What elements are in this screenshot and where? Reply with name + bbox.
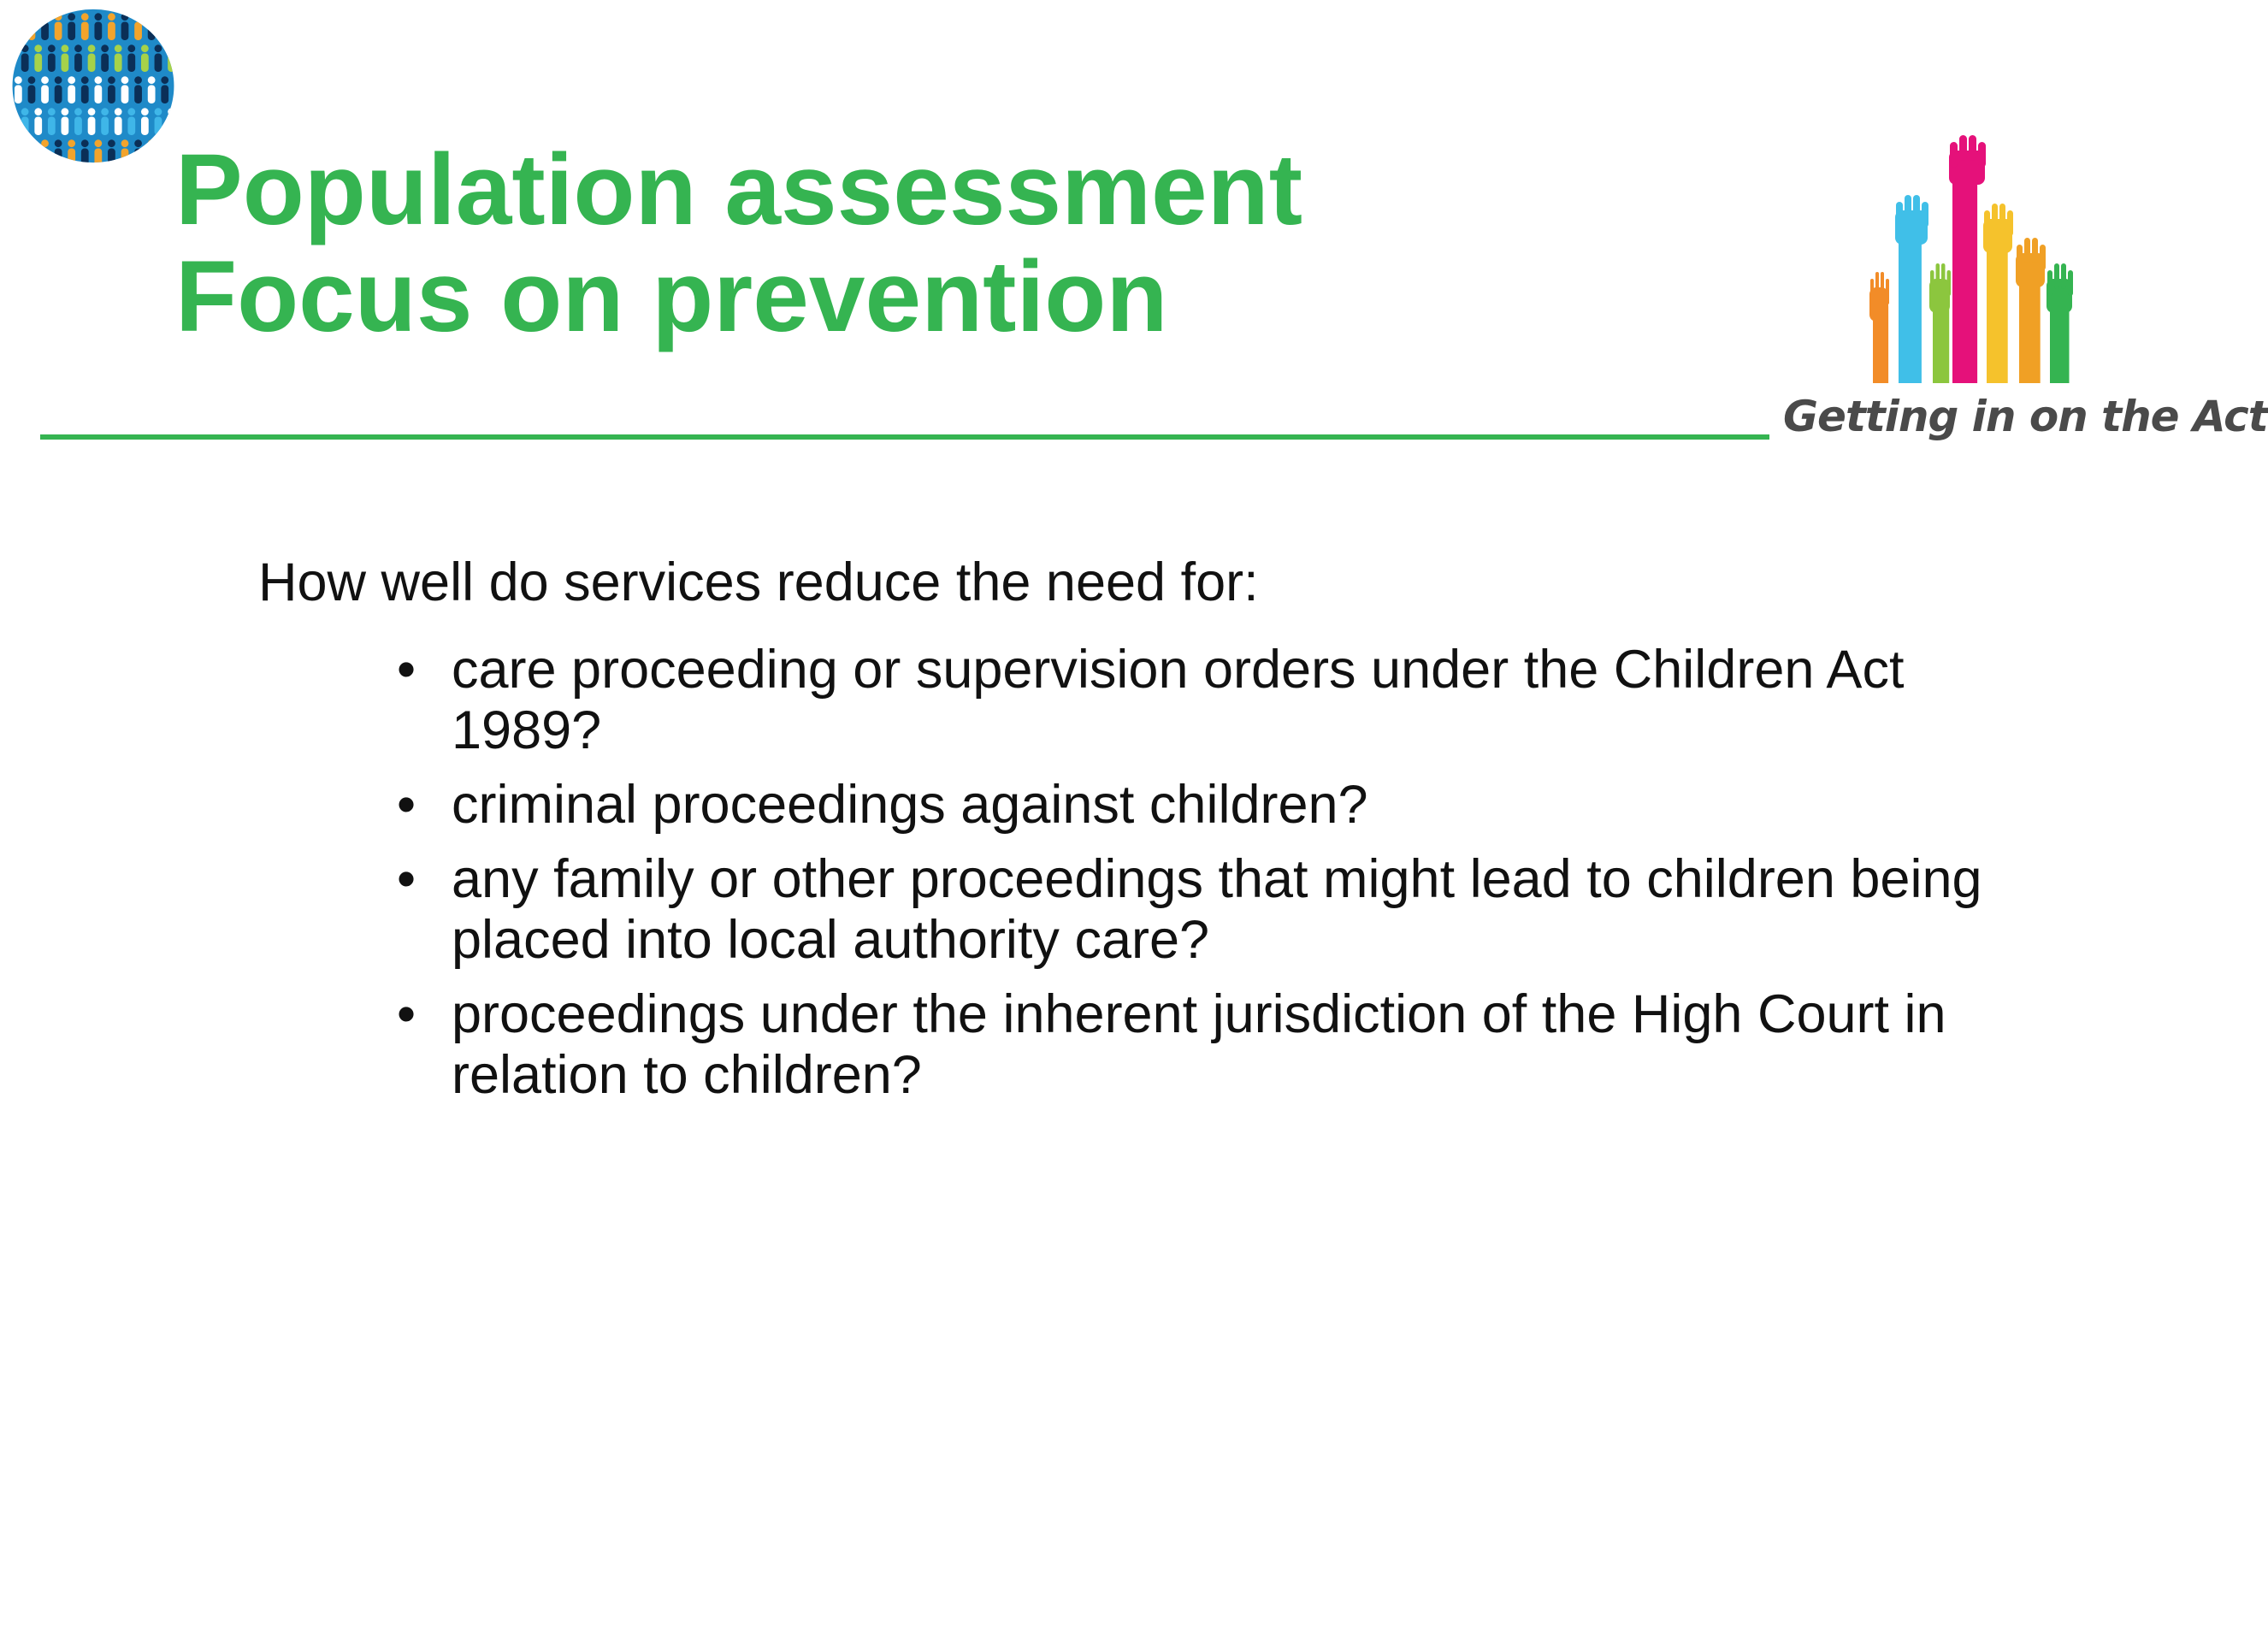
bullet-text: care proceeding or supervision orders under the Children Act 1989? (452, 640, 1905, 760)
person-figure (94, 76, 102, 103)
hand-shape (2016, 238, 2046, 383)
person-figure (127, 108, 135, 135)
person-figure (15, 139, 22, 167)
person-figure (115, 108, 122, 135)
person-figure (161, 13, 168, 40)
person-figure (94, 13, 102, 40)
person-figure (141, 108, 149, 135)
person-figure (55, 76, 62, 103)
bullet-text: proceedings under the inherent jurisdiction of the High Court in relation to children? (452, 984, 1946, 1105)
person-figure (15, 13, 22, 40)
person-figure (41, 13, 49, 40)
bullet-text: criminal proceedings against children? (452, 775, 1368, 835)
intro-text: How well do services reduce the need for: (258, 552, 1259, 612)
bullet-item (395, 640, 2054, 761)
person-figure (74, 108, 82, 135)
person-figure (62, 44, 69, 72)
bullet-text: any family or other proceedings that might lead to children being placed into local authority care? (452, 849, 1982, 970)
hand-shape (1929, 263, 1951, 383)
person-figure (155, 108, 162, 135)
hand-shape (1895, 195, 1928, 383)
person-figure (48, 108, 56, 135)
person-figure (74, 44, 82, 72)
person-figure (28, 13, 36, 40)
person-figure (15, 76, 22, 103)
bullet-item (395, 775, 2054, 836)
person-figure (141, 44, 149, 72)
bullet-list (395, 640, 2054, 1119)
person-figure (34, 44, 42, 72)
title-divider (40, 434, 1769, 440)
bullet-item (395, 984, 2054, 1106)
slide-title (175, 133, 1303, 353)
person-figure (55, 13, 62, 40)
person-figure (94, 139, 102, 167)
person-figure (68, 76, 75, 103)
person-figure (81, 13, 89, 40)
person-figure (108, 13, 115, 40)
population-circle-logo (9, 7, 178, 165)
person-figure (121, 13, 129, 40)
person-figure (55, 139, 62, 167)
bullet-icon: • (397, 984, 416, 1044)
person-figure (21, 44, 29, 72)
person-figure (155, 44, 162, 72)
person-figure (101, 108, 109, 135)
hand-shape (2047, 263, 2073, 383)
hand-shape (1983, 204, 2013, 383)
bullet-icon: • (397, 775, 416, 835)
title-line-2: Focus on prevention (175, 240, 1168, 353)
person-figure (41, 139, 49, 167)
hand-shape (1869, 272, 1889, 383)
person-figure (21, 108, 29, 135)
person-figure (168, 44, 175, 72)
person-figure (148, 76, 156, 103)
person-figure (121, 139, 129, 167)
bullet-item (395, 849, 2054, 971)
person-figure (121, 76, 129, 103)
person-figure (161, 76, 168, 103)
person-figure (41, 76, 49, 103)
person-figure (68, 139, 75, 167)
person-figure (101, 44, 109, 72)
person-figure (81, 76, 89, 103)
person-figure (28, 76, 36, 103)
person-figure (28, 139, 36, 167)
person-figure (161, 139, 168, 167)
person-figure (148, 139, 156, 167)
bullet-icon: • (397, 849, 416, 909)
person-figure (108, 139, 115, 167)
person-figure (88, 44, 96, 72)
person-figure (88, 108, 96, 135)
person-figure (68, 13, 75, 40)
person-figure (148, 13, 156, 40)
title-line-1: Population assessment (175, 133, 1303, 246)
person-figure (134, 139, 142, 167)
bullet-icon: • (397, 640, 416, 700)
person-figure (168, 108, 175, 135)
person-figure (48, 44, 56, 72)
person-figure (115, 44, 122, 72)
person-figure (134, 13, 142, 40)
person-figure (134, 76, 142, 103)
person-figure (34, 108, 42, 135)
raised-hands-logo (1852, 127, 2108, 392)
person-figure (62, 108, 69, 135)
person-figure (127, 44, 135, 72)
logo-caption: Getting in on the Act (1783, 392, 2268, 441)
person-figure (108, 76, 115, 103)
person-figure (81, 139, 89, 167)
hand-shape (1949, 135, 1986, 383)
